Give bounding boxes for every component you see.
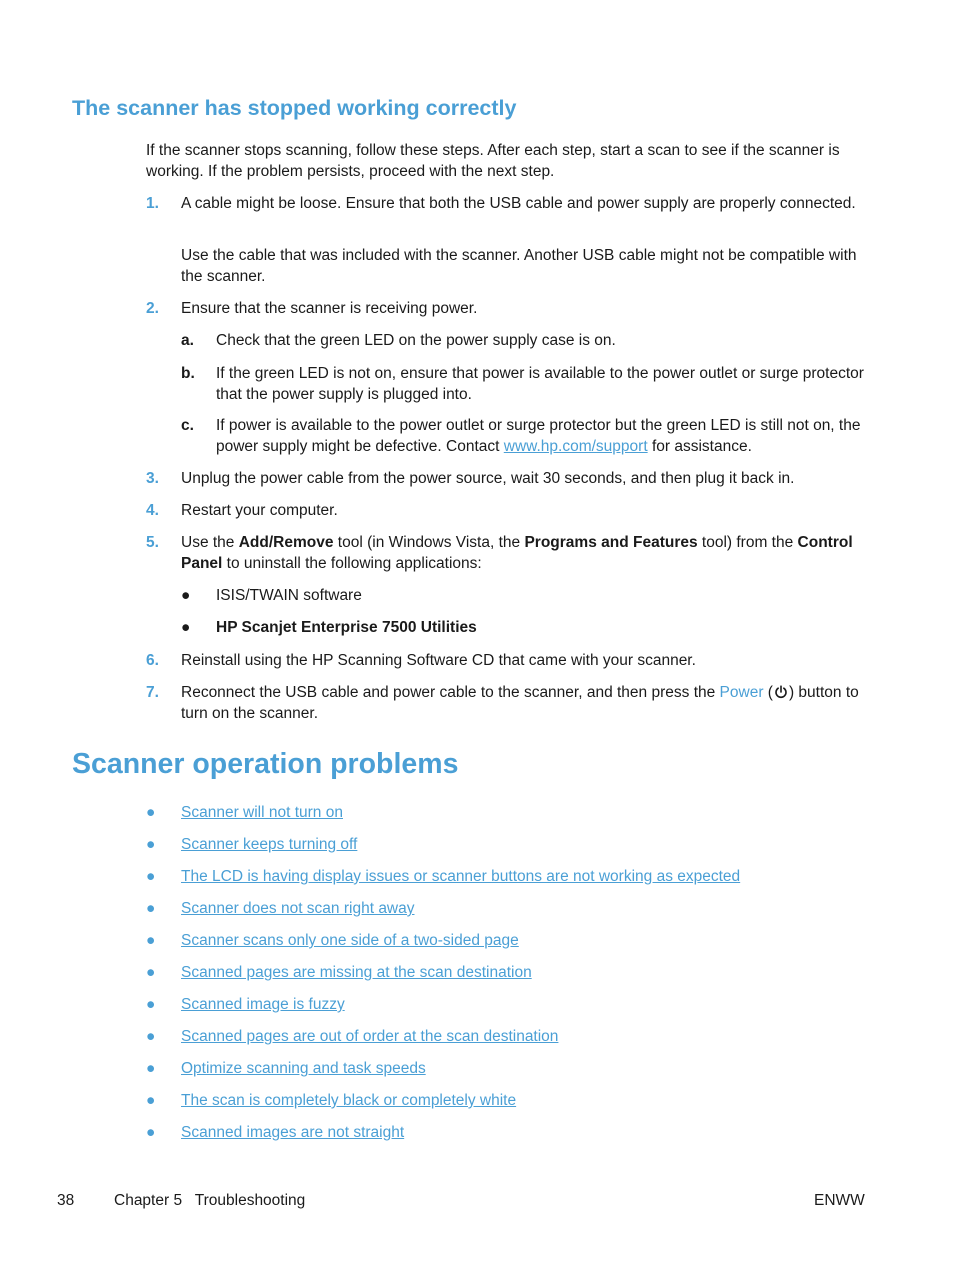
sub-text: If power is available to the power outlet or surge protector but the green LED is still not on, the power supply might be defective. Contact www.hp.com/support for assistance. — [216, 417, 861, 455]
sub-text: Check that the green LED on the power supply case is on. — [216, 332, 616, 349]
operation-link[interactable]: Optimize scanning and task speeds — [181, 1060, 426, 1077]
step-number: 5. — [146, 534, 159, 551]
operation-link[interactable]: The scan is completely black or completely white — [181, 1092, 517, 1109]
operation-link[interactable]: The LCD is having display issues or scanner buttons are not working as expected — [181, 868, 741, 885]
step-text: Reconnect the USB cable and power cable to the scanner, and then press the Power ( ) button to turn on the scanner. — [181, 684, 859, 722]
hp-support-link[interactable]: www.hp.com/support — [503, 438, 648, 455]
step-number: 7. — [146, 684, 159, 701]
sub-text: If the green LED is not on, ensure that power is available to the power outlet or surge protector that the power supply is plugged into. — [216, 365, 864, 403]
operation-link[interactable]: Scanned image is fuzzy — [181, 996, 345, 1013]
operation-link[interactable]: Scanned images are not straight — [181, 1124, 405, 1141]
power-icon — [774, 685, 788, 699]
bullet: ● — [146, 996, 156, 1013]
step-number: 3. — [146, 470, 159, 487]
intro-paragraph: If the scanner stops scanning, follow these steps. After each step, start a scan to see if the scanner is working. If the problem persists, proceed with the next step. — [146, 142, 840, 180]
bullet: ● — [146, 1124, 156, 1141]
power-term: Power — [719, 684, 764, 701]
doc-code: ENWW — [814, 1192, 865, 1209]
bullet: ● — [146, 1060, 156, 1077]
chapter-label: Chapter 5 Troubleshooting — [114, 1192, 306, 1209]
bullet: ● — [146, 932, 156, 949]
step-text: Unplug the power cable from the power source, wait 30 seconds, and then plug it back in. — [181, 470, 795, 487]
step-1-note: Use the cable that was included with the scanner. Another USB cable might not be compatible with the scanner. — [181, 247, 857, 285]
operation-title: Scanner operation problems — [72, 748, 459, 780]
bullet: ● — [146, 804, 156, 821]
operation-link[interactable]: Scanner keeps turning off — [181, 836, 358, 853]
operation-link[interactable]: Scanner will not turn on — [181, 804, 343, 821]
bullet: ● — [181, 587, 191, 604]
bullet: ● — [146, 868, 156, 885]
bullet: ● — [146, 1092, 156, 1109]
page-number: 38 — [57, 1192, 75, 1209]
step-number: 6. — [146, 652, 159, 669]
sub-letter: c. — [181, 417, 194, 434]
operation-link[interactable]: Scanned pages are out of order at the scan destination — [181, 1028, 559, 1045]
sub-letter: a. — [181, 332, 194, 349]
step-text: Restart your computer. — [181, 502, 338, 519]
step-text: Ensure that the scanner is receiving power. — [181, 300, 478, 317]
app-name: HP Scanjet Enterprise 7500 Utilities — [216, 619, 477, 636]
step-text: Reinstall using the HP Scanning Software CD that came with your scanner. — [181, 652, 696, 669]
bullet: ● — [181, 619, 191, 636]
operation-link[interactable]: Scanner does not scan right away — [181, 900, 415, 917]
operation-link[interactable]: Scanner scans only one side of a two-sided page — [181, 932, 519, 949]
app-name: ISIS/TWAIN software — [216, 587, 362, 604]
bullet: ● — [146, 964, 156, 981]
operation-link[interactable]: Scanned pages are missing at the scan destination — [181, 964, 532, 981]
step-text: A cable might be loose. Ensure that both the USB cable and power supply are properly connected. — [181, 195, 856, 212]
sub-letter: b. — [181, 365, 195, 382]
bullet: ● — [146, 900, 156, 917]
section-title: The scanner has stopped working correctly — [72, 96, 517, 120]
step-number: 1. — [146, 195, 159, 212]
bullet: ● — [146, 1028, 156, 1045]
step-number: 2. — [146, 300, 159, 317]
step-number: 4. — [146, 502, 159, 519]
bullet: ● — [146, 836, 156, 853]
step-text: Use the Add/Remove tool (in Windows Vista, the Programs and Features tool) from the Control Panel to uninstall the following applications: — [181, 534, 853, 572]
